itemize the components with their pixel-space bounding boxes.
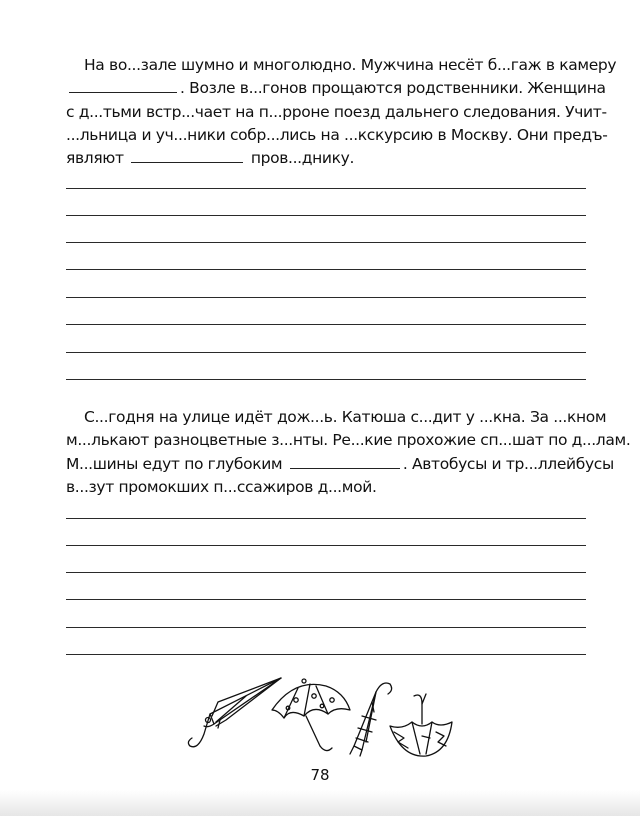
writing-line[interactable] [66,215,586,216]
writing-line[interactable] [66,269,586,270]
paragraph-2-line-3: М...шины едут по глубоким . Автобусы и тр...ллейбусы [66,454,614,473]
paragraph-2-line-1: С...годня на улице идёт дож...ь. Катюша с...дит у ...кна. За ...кном [84,408,607,426]
closed-umbrella-1-icon [188,678,281,747]
writing-line[interactable] [66,545,586,546]
writing-line[interactable] [66,654,586,655]
writing-line[interactable] [66,572,586,573]
inverted-umbrella-icon [390,694,452,756]
paragraph-2-line-2: м...лькают разноцветные з...нты. Ре...кие прохожие сп...шат по д...лам. [66,431,631,450]
writing-line[interactable] [66,324,586,325]
fill-blank-3[interactable] [290,454,400,469]
umbrellas-illustration [186,676,456,762]
open-umbrella-icon [272,679,350,751]
paragraph-2-line-4: в...зут промокших п...ссажиров д...мой. [66,477,377,496]
exercise-paragraph-1 [66,54,617,170]
closed-umbrella-2-icon [350,683,392,756]
paragraph-1-line-2: . Возле в...гонов прощаются родственники. Женщина [66,77,586,100]
writing-line[interactable] [66,599,586,600]
page-number: 78 [310,766,330,784]
writing-line[interactable] [66,352,586,353]
exercise-paragraph-2 [66,406,631,499]
writing-line[interactable] [66,242,586,243]
paragraph-1-line-4: ...льница и уч...ники собр...лись на ...кскурсию в Москву. Они предъ- [66,125,608,144]
paragraph-1-line-3: с д...тьми встр...чает на п...рроне поезд дальнего следования. Учит- [66,102,607,121]
writing-line[interactable] [66,188,586,189]
fill-blank-2[interactable] [131,148,243,163]
paragraph-1-line-1: На во...зале шумно и многолюдно. Мужчина несёт б...гаж в камеру [84,56,617,74]
writing-line[interactable] [66,379,586,380]
writing-line[interactable] [66,297,586,298]
fill-blank-1[interactable] [69,78,177,93]
writing-line[interactable] [66,627,586,628]
paragraph-1-line-5: являют пров...днику. [66,149,355,168]
writing-line[interactable] [66,518,586,519]
page-bottom-shadow [0,790,640,816]
